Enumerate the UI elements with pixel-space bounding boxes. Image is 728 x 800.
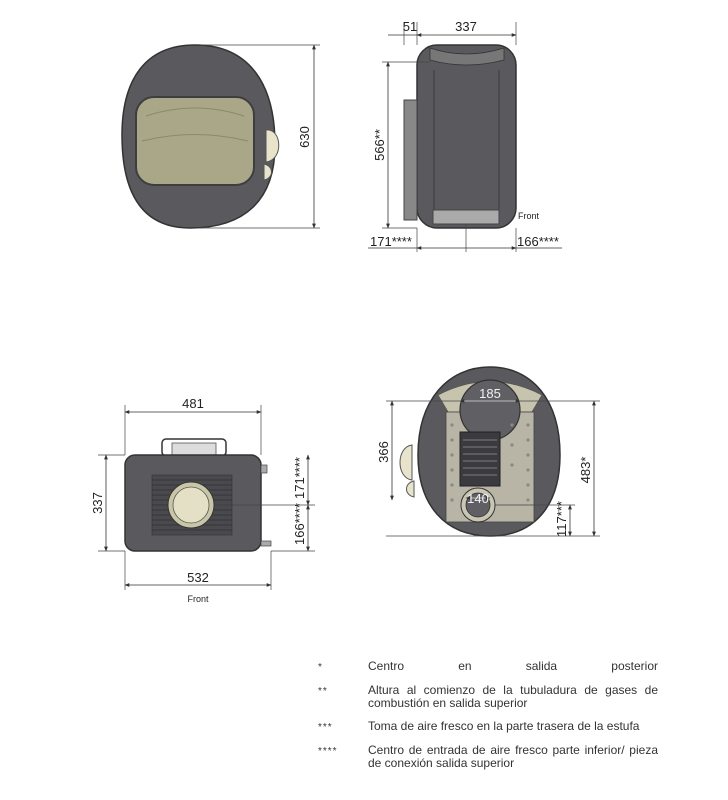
legend-item (318, 684, 658, 710)
footnote-legend (318, 660, 658, 780)
rear-dim-483: 483* (578, 456, 593, 484)
rear-dim-140: 140 (467, 491, 489, 506)
side-dim-51: 51 (402, 19, 418, 34)
rear-handle (400, 445, 412, 480)
rear-dim-366: 366 (376, 441, 391, 463)
front-height-label: 630 (297, 126, 312, 148)
legend-mark: ** (318, 686, 328, 697)
legend-mark: * (318, 662, 323, 673)
top-dim-337: 337 (90, 492, 105, 514)
top-dim-166: 166**** (292, 503, 307, 545)
front-view (122, 45, 320, 228)
top-dim-532: 532 (187, 570, 209, 585)
side-dim-337: 337 (455, 19, 477, 34)
legend-text: Centro de entrada de aire fresco parte inferior/ pieza de conexión salida superior (368, 743, 658, 770)
stove-body-side (417, 45, 516, 228)
side-view (368, 19, 562, 252)
side-dim-566: 566** (372, 129, 387, 161)
side-dim-166: 166**** (517, 234, 559, 249)
top-flue-inner (173, 487, 209, 523)
glass-door (136, 97, 254, 185)
top-dim-171: 171**** (292, 457, 307, 499)
legend-item (318, 744, 658, 770)
legend-item (318, 660, 658, 674)
legend-item (318, 720, 658, 734)
side-front-label: Front (518, 211, 540, 221)
side-dim-171: 171**** (370, 234, 412, 249)
legend-text: Toma de aire fresco en la parte trasera de la estufa (368, 719, 640, 733)
stove-handle (266, 130, 279, 162)
top-dim-481: 481 (182, 396, 204, 411)
legend-text: Centro en salida posterior (368, 659, 658, 673)
rear-view (376, 367, 600, 537)
top-side-tab (261, 465, 267, 473)
legend-mark: **** (318, 746, 338, 757)
top-view (90, 396, 315, 604)
top-handle-inner (172, 443, 216, 456)
rear-dim-185: 185 (479, 386, 501, 401)
top-foot (261, 541, 271, 546)
side-base (433, 210, 499, 224)
rear-knob (407, 481, 415, 497)
legend-text: Altura al comienzo de la tubuladura de gases de combustión en salida superior (368, 683, 658, 710)
rear-dim-117: 117*** (554, 501, 569, 537)
legend-mark: *** (318, 722, 333, 733)
top-front-label: Front (187, 594, 209, 604)
side-handle (404, 100, 417, 220)
